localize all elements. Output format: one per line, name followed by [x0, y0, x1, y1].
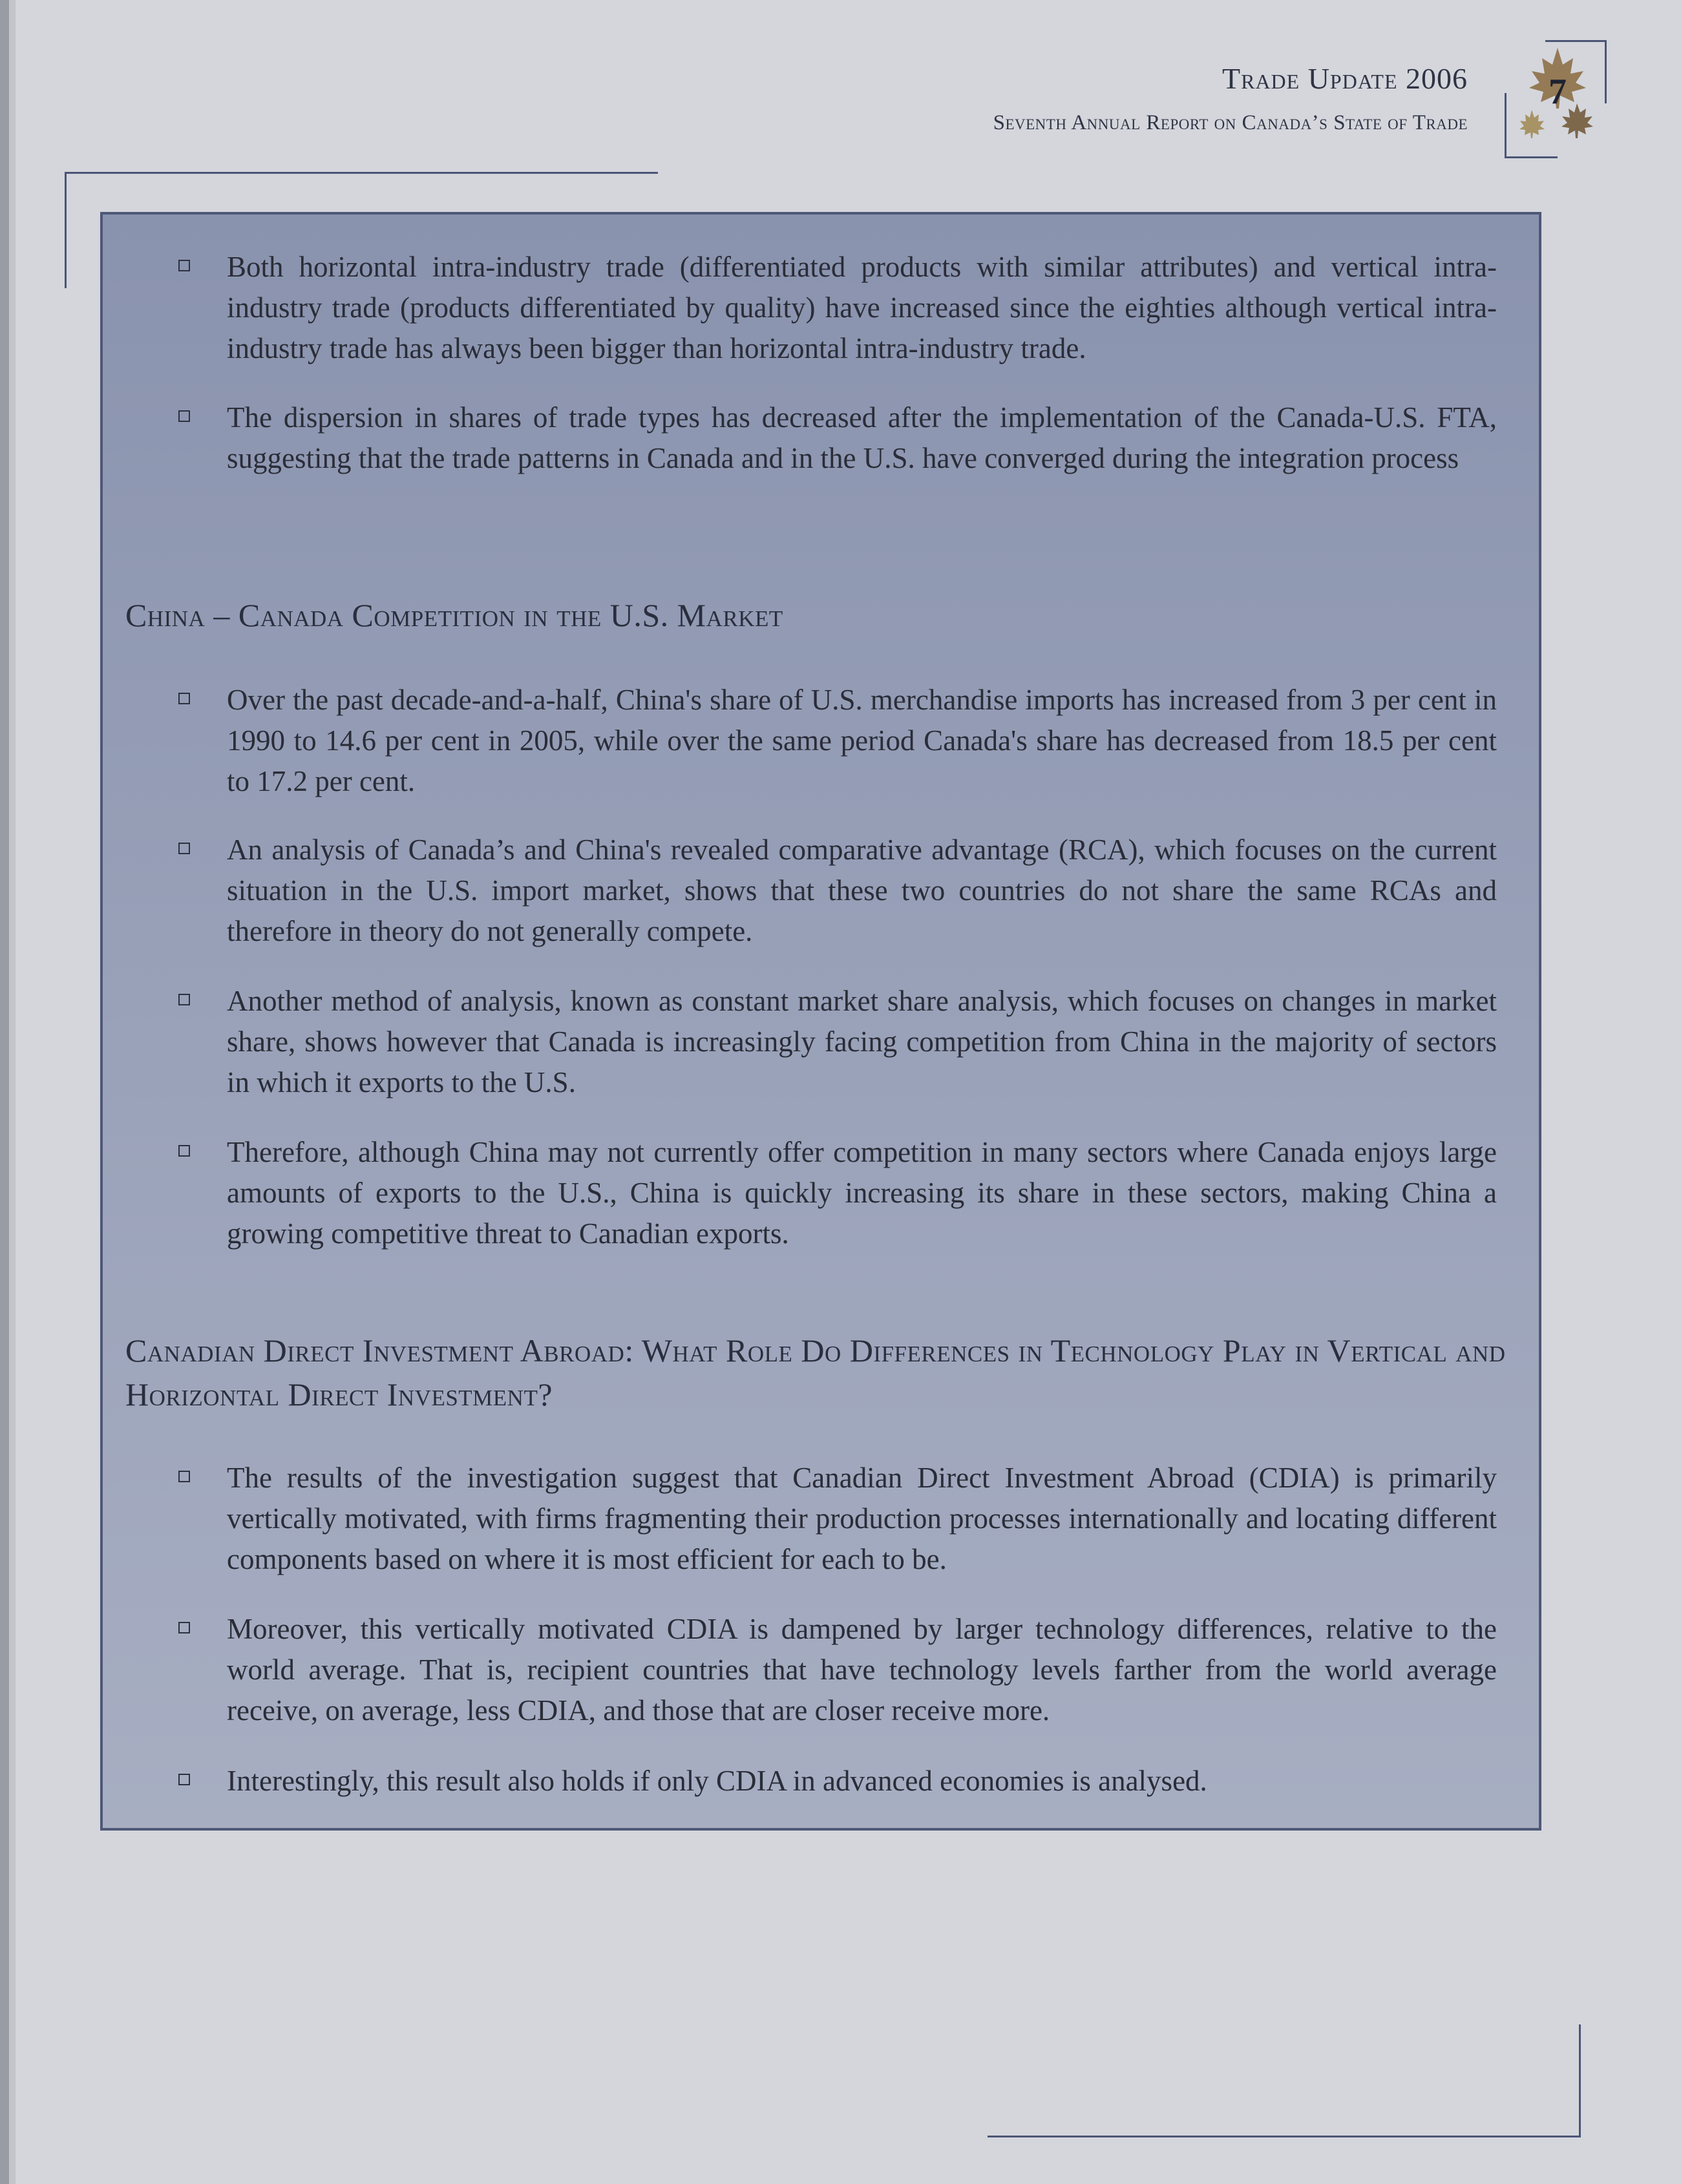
page-binding-edge	[0, 0, 9, 2184]
bullet-box-icon	[178, 693, 190, 704]
list-item	[178, 830, 1497, 952]
page-number-logo	[1505, 40, 1607, 158]
section-heading: Canadian Direct Investment Abroad: What Role Do Differences in Technology Play in Vertical and Horizontal Direct Investment?	[125, 1332, 1506, 1412]
bullet-text: The dispersion in shares of trade types has decreased after the implementation of the Canada-U.S. FTA, suggesting that the trade patterns in Canada and in the U.S. have converged during the integration process	[227, 401, 1497, 474]
bullet-text: Both horizontal intra-industry trade (differentiated products with similar attributes) and vertical intra-industry trade (products differentiated by quality) have increased since the eighties although vertical intra-industry trade has always been bigger than horizontal intra-industry trade.	[227, 251, 1497, 364]
top-left-bracket-vertical	[65, 172, 67, 288]
bullet-text: Over the past decade-and-a-half, China's share of U.S. merchandise imports has increased from 3 per cent in 1990 to 14.6 per cent in 2005, while over the same period Canada's share has decreased from 18.5 per cent to 17.2 per cent.	[227, 684, 1497, 797]
bullet-text: The results of the investigation suggest that Canadian Direct Investment Abroad (CDIA) is primarily vertically motivated, with firms fragmenting their production processes internationally and locating different components based on where it is most efficient for each to be.	[227, 1462, 1497, 1575]
page-binding-shadow	[9, 0, 16, 2184]
bullet-box-icon	[178, 843, 190, 854]
bullet-text: Moreover, this vertically motivated CDIA is dampened by larger technology differences, relative to the world average. That is, recipient countries that have technology levels farther from the world average receive, on average, less CDIA, and those that are closer receive more.	[227, 1613, 1497, 1727]
bullet-box-icon	[178, 1622, 190, 1633]
bottom-right-corner-horizontal	[988, 2136, 1581, 2137]
bullet-box-icon	[178, 1774, 190, 1785]
bullet-text: An analysis of Canada’s and China's revealed comparative advantage (RCA), which focuses on the current situation in the U.S. import market, shows that these two countries do not share the same RCAs and therefore in theory do not generally compete.	[227, 834, 1497, 947]
bullet-box-icon	[178, 1145, 190, 1157]
bullet-text: Another method of analysis, known as constant market share analysis, which focuses on changes in market share, shows however that Canada is increasingly facing competition from China in the majority of sectors in which it exports to the U.S.	[227, 985, 1497, 1098]
header-subtitle: Seventh Annual Report on Canada’s State of Trade	[993, 111, 1468, 134]
list-item	[178, 1132, 1497, 1254]
list-item	[178, 1458, 1497, 1580]
bullet-box-icon	[178, 410, 190, 422]
section-heading: China – Canada Competition in the U.S. Market	[125, 597, 783, 633]
bullet-box-icon	[178, 260, 190, 271]
page-number: 7	[1549, 72, 1567, 112]
top-left-bracket-horizontal	[65, 172, 658, 174]
summary-panel	[100, 212, 1541, 1831]
list-item	[178, 680, 1497, 802]
bullet-text: Therefore, although China may not currently offer competition in many sectors where Canada enjoys large amounts of exports to the U.S., China is quickly increasing its share in these sectors, making China a growing competitive threat to Canadian exports.	[227, 1136, 1497, 1250]
list-item	[178, 1761, 1497, 1801]
bullet-box-icon	[178, 1471, 190, 1482]
bullet-box-icon	[178, 994, 190, 1005]
list-item	[178, 397, 1497, 479]
list-item	[178, 247, 1497, 369]
bottom-right-corner-vertical	[1579, 2024, 1581, 2137]
list-item	[178, 1609, 1497, 1731]
page-header	[993, 61, 1468, 135]
bullet-text: Interestingly, this result also holds if only CDIA in advanced economies is analysed.	[227, 1765, 1207, 1797]
header-title: Trade Update 2006	[1222, 62, 1468, 95]
list-item	[178, 981, 1497, 1103]
